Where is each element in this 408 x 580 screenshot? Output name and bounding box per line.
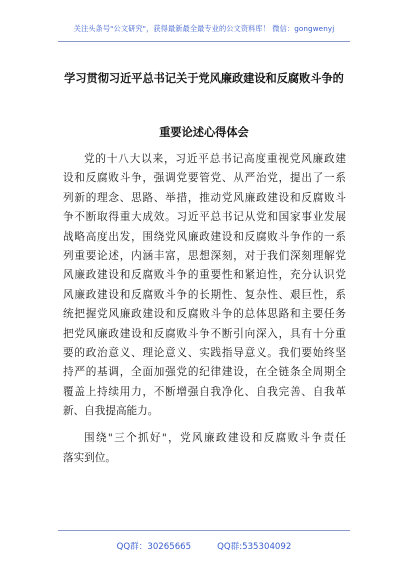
body-line: 覆盖上持续用力，不断增强自我净化、自我完善、自我革 [63, 385, 346, 398]
body-line: 列重要论述，内涵丰富，思想深刻，对于我们深刻理解党 [63, 249, 346, 262]
paragraph-2 [63, 429, 346, 468]
header-divider [58, 41, 350, 42]
body-line: 新、自我提高能力。 [63, 405, 159, 418]
body-line: 设和反腐败斗争，强调党要管党、从严治党，提出了一系 [63, 172, 346, 185]
body-line: 持严的基调，全面加强党的纪律建设，在全链条全周期全 [63, 366, 346, 379]
body-line: 列新的理念、思路、举措，推动党风廉政建设和反腐败斗 [63, 191, 346, 204]
footer-divider [58, 530, 350, 531]
body-line: 要的政治意义、理论意义、实践指导意义。我们要始终坚 [63, 346, 346, 359]
paragraph-gap [63, 421, 346, 429]
body-line: 战略高度出发，围绕党风廉政建设和反腐败斗争作的一系 [63, 230, 346, 243]
body-line: 把党风廉政建设和反腐败斗争不断引向深入，具有十分重 [63, 327, 346, 340]
footer-qq-group-2: QQ群:535304092 [217, 542, 292, 552]
footer-qq-group-1: QQ群：30265665 [116, 542, 192, 552]
header-note: 关注头条号"公文研究"，获得最新最全最专业的公文资料库！ 微信：gongwenyj [73, 24, 335, 33]
body-line: 统把握党风廉政建设和反腐败斗争的总体思路和主要任务 [63, 308, 346, 321]
body-line: 党的十八大以来，习近平总书记高度重视党风廉政建 [84, 153, 346, 165]
body-line: 风廉政建设和反腐败斗争的重要性和紧迫性，充分认识党 [63, 269, 346, 282]
paragraph-1 [63, 150, 346, 421]
body-line: 落实到位。 [63, 451, 116, 464]
footer [0, 540, 408, 552]
body-line: 围绕"三个抓好"，党风廉政建设和反腐败斗争责任 [84, 432, 346, 445]
body-line: 争不断取得重大成效。习近平总书记从党和国家事业发展 [63, 211, 346, 224]
body-line: 风廉政建设和反腐败斗争的长期性、复杂性、艰巨性，系 [63, 288, 346, 301]
document-title-line-2: 重要论述心得体会 [159, 126, 249, 139]
document-title-line-1: 学习贯彻习近平总书记关于党风廉政建设和反腐败斗争的 [64, 72, 344, 85]
document-body [63, 150, 346, 468]
